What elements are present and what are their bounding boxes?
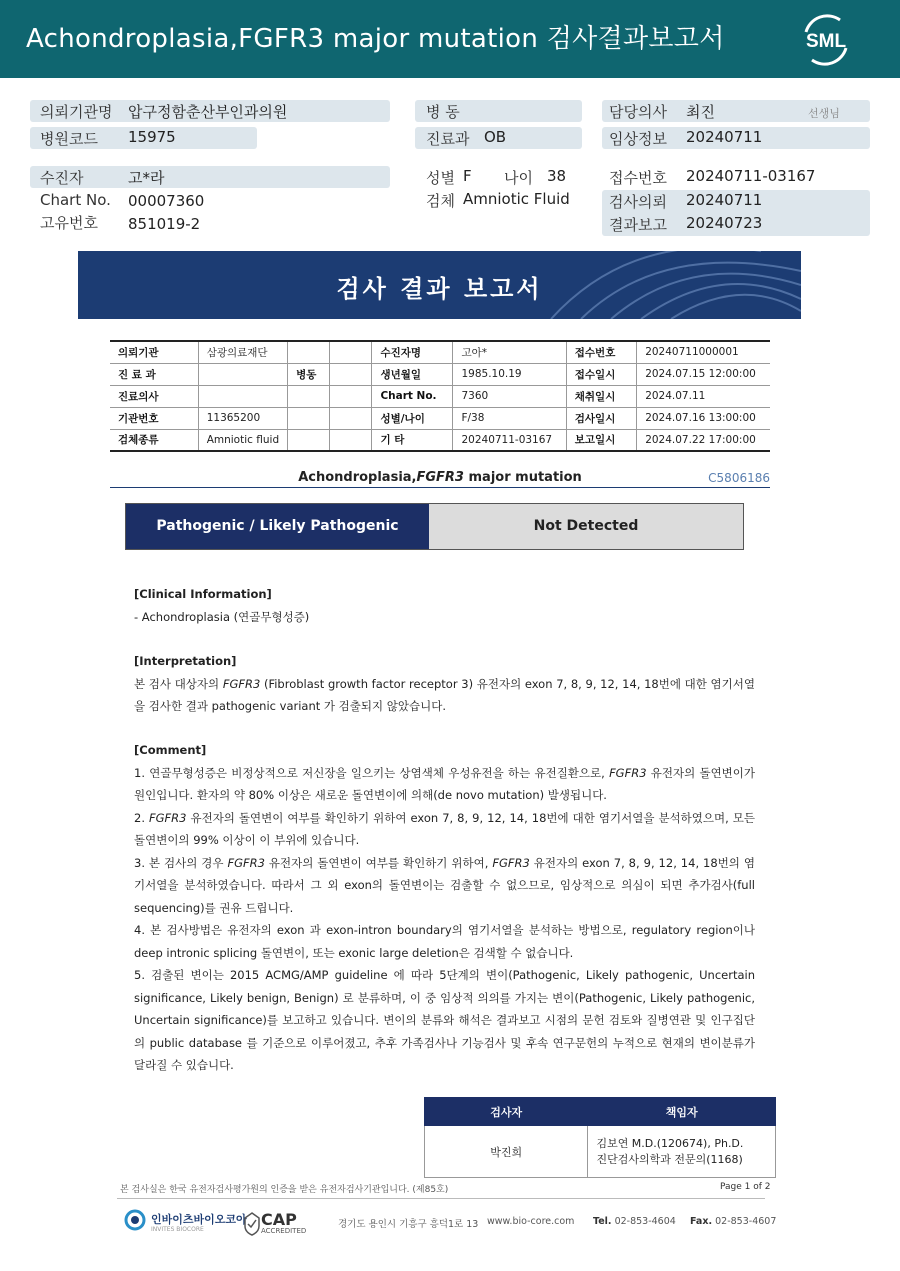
dept-value: OB: [484, 128, 507, 146]
age-value: 38: [547, 167, 567, 185]
cap-emblem-icon: [244, 1212, 260, 1236]
info-table-header-cell: [288, 407, 329, 429]
doctor-value: 최진: [686, 103, 715, 121]
info-table-row: [110, 385, 770, 407]
examiner-header: 검사자: [425, 1098, 588, 1126]
comment-4: 4. 본 검사방법은 유전자의 exon 과 exon-intron boundary의 염기서열을 분석하는 방법으로, regulatory region이나 deep intronic splicing 돌연변이, 또는 exonic large deletion은 검색할 수 없습니다.: [134, 923, 755, 960]
institution-value: 압구정함춘산부인과의원: [128, 103, 288, 121]
report-banner: [78, 251, 801, 319]
info-table-row: [110, 341, 770, 363]
request-info-table: [110, 340, 770, 452]
info-table-header-cell: 접수일시: [566, 363, 636, 385]
clinical-title: [Clinical Information]: [134, 587, 272, 601]
info-table-header-cell: [288, 385, 329, 407]
info-table-cell: [329, 341, 372, 363]
clinical-section: [134, 583, 755, 628]
info-table-header-cell: 의뢰기관: [110, 341, 198, 363]
info-table-header-cell: 진 료 과: [110, 363, 198, 385]
logo-text: SML: [805, 31, 847, 52]
info-table-cell: [198, 385, 287, 407]
company-name: 인바이츠바이오코아: [151, 1213, 247, 1226]
info-table-header-cell: 기관번호: [110, 407, 198, 429]
report-title: Achondroplasia,FGFR3 major mutation 검사결과보고서: [26, 24, 725, 54]
responsible-header: 책임자: [588, 1098, 776, 1126]
responsible-name: 김보연 M.D.(120674), Ph.D. 진단검사의학과 전문의(1168): [588, 1126, 776, 1178]
name-row-bg: [30, 166, 390, 188]
sex-label: 성별: [426, 169, 455, 187]
institution-label: 의뢰기관명: [40, 103, 113, 121]
info-table-cell: [329, 385, 372, 407]
test-name-row: [110, 470, 770, 488]
footer-divider: [117, 1198, 765, 1199]
info-table-header-cell: 수진자명: [372, 341, 453, 363]
info-table-header-cell: 병동: [288, 363, 329, 385]
dept-label: 진료과: [426, 130, 470, 148]
info-table-cell: 7360: [453, 385, 566, 407]
info-table-cell: 1985.10.19: [453, 363, 566, 385]
examiner-name: 박진희: [425, 1126, 588, 1178]
doctor-label: 담당의사: [609, 103, 667, 121]
result-value: Not Detected: [429, 504, 743, 549]
clinical-label: 임상정보: [609, 130, 667, 148]
company-sub: INVITES BIOCORE: [151, 1226, 204, 1233]
info-table-row: [110, 407, 770, 429]
info-table-cell: 2024.07.15 12:00:00: [637, 363, 770, 385]
info-table-header-cell: [288, 341, 329, 363]
info-table-cell: 고아*: [453, 341, 566, 363]
name-label: 수진자: [40, 169, 84, 187]
comment-2: 2. FGFR3 유전자의 돌연변이 여부를 확인하기 위하여 exon 7, 8, 9, 12, 14, 18번에 대한 염기서열을 분석하였으며, 모든 돌연변이의 99% 이상이 이 부위에 있습니다.: [134, 810, 755, 847]
info-table-header-cell: [288, 429, 329, 451]
unique-value: 851019-2: [128, 215, 201, 233]
info-table-cell: 2024.07.22 17:00:00: [637, 429, 770, 451]
chart-value: 00007360: [128, 192, 205, 210]
info-table-header-cell: 검사일시: [566, 407, 636, 429]
info-table-header-cell: 검체종류: [110, 429, 198, 451]
request-label: 검사의뢰: [609, 193, 667, 211]
receipt-value: 20240711-03167: [686, 167, 816, 185]
comment-3: 3. 본 검사의 경우 FGFR3 유전자의 돌연변이 여부를 확인하기 위하여, FGFR3 유전자의 exon 7, 8, 9, 12, 14, 18번의 염기서열을 분석하였습니다. 따라서 그 외 exon의 돌연변이는 검출할 수 없으므로, 임상적으로 의심이 되면 추가검사(full sequencing)를 권유 드립니다.: [134, 855, 755, 915]
info-table-cell: [329, 429, 372, 451]
unique-label: 고유번호: [40, 214, 98, 232]
signature-table: [424, 1097, 776, 1178]
hospital-code-value: 15975: [128, 128, 176, 146]
interpretation-title: [Interpretation]: [134, 654, 237, 668]
info-table-cell: Amniotic fluid: [198, 429, 287, 451]
result-label: Pathogenic / Likely Pathogenic variant: [126, 504, 429, 549]
biocore-logo-icon: [124, 1209, 146, 1231]
info-table-header-cell: 접수번호: [566, 341, 636, 363]
name-value: 고*라: [128, 169, 165, 187]
result-box: [125, 503, 744, 579]
report-label: 결과보고: [609, 216, 667, 234]
hospital-code-label: 병원코드: [40, 130, 98, 148]
banner-title: 검사 결과 보고서: [336, 275, 543, 303]
info-table-cell: 삼광의료재단: [198, 341, 287, 363]
info-table-header-cell: 성별/나이: [372, 407, 453, 429]
interpretation-section: [134, 650, 755, 718]
sml-logo-icon: [798, 12, 854, 68]
ward-label: 병 동: [426, 103, 460, 121]
info-table-cell: [329, 363, 372, 385]
interpretation-text: 본 검사 대상자의 FGFR3 (Fibroblast growth factor receptor 3) 유전자의 exon 7, 8, 9, 12, 14, 18번에 대한 염기서열을 검사한 결과 pathogenic variant 가 검출되지 않았습니다.: [134, 676, 755, 713]
comment-title: [Comment]: [134, 743, 207, 757]
footer-address: 경기도 용인시 기흥구 흥덕1로 13: [338, 1219, 479, 1230]
test-code: C5806186: [708, 471, 770, 485]
info-table-header-cell: 진료의사: [110, 385, 198, 407]
info-table-header-cell: 채취일시: [566, 385, 636, 407]
info-table-cell: [329, 407, 372, 429]
comment-1: 1. 연골무형성증은 비정상적으로 저신장을 일으키는 상염색체 우성유전을 하는 유전질환으로, FGFR3 유전자의 돌연변이가 원인입니다. 환자의 약 80% 이상은 새로운 돌연변이에 의해(de novo mutation) 발생됩니다.: [134, 765, 756, 802]
info-table-cell: [198, 363, 287, 385]
info-table-header-cell: Chart No.: [372, 385, 453, 407]
footer-note: 본 검사실은 한국 유전자검사평가원의 인증을 받은 유전자검사기관입니다. (제85호): [120, 1185, 449, 1195]
info-table-cell: 11365200: [198, 407, 287, 429]
chart-label: Chart No.: [40, 191, 111, 209]
info-table-cell: 2024.07.11: [637, 385, 770, 407]
comment-5: 5. 검출된 변이는 2015 ACMG/AMP guideline 에 따라 5단계의 변이(Pathogenic, Likely pathogenic, Uncertain significance, Likely benign, Benign) 로 분류하며, 이 중 임상적 의의를 가지는 변이(Pathogenic, Likely pathogenic, Uncertain significance)를 보고하고 있습니다. 변이의 분류와 해석은 결과보고 시점의 문헌 검토와 질병연관 및 인구집단의 public database 를 기준으로 이루어졌고, 추후 가족검사나 기능검사 및 후속 연구문헌의 누적으로 현재의 변이분류가 달라질 수 있습니다.: [134, 968, 755, 1072]
info-table-cell: 20240711000001: [637, 341, 770, 363]
report-value: 20240723: [686, 214, 763, 232]
clinical-value: 20240711: [686, 128, 763, 146]
cap-accredited-logo: CAP ACCREDITED: [244, 1208, 330, 1238]
info-table-cell: 20240711-03167: [453, 429, 566, 451]
doctor-suffix: 선생님: [808, 107, 840, 120]
info-table-cell: F/38: [453, 407, 566, 429]
specimen-label: 검체: [426, 192, 455, 210]
info-table-header-cell: 생년월일: [372, 363, 453, 385]
info-table-header-cell: 기 타: [372, 429, 453, 451]
info-table-cell: 2024.07.16 13:00:00: [637, 407, 770, 429]
sex-value: F: [463, 167, 472, 185]
info-table-row: [110, 363, 770, 385]
specimen-value: Amniotic Fluid: [463, 190, 570, 208]
receipt-label: 접수번호: [609, 169, 667, 187]
page-number: Page 1 of 2: [720, 1182, 771, 1192]
age-label: 나이: [504, 169, 533, 187]
footer-tel: Tel. 02-853-4604: [593, 1216, 676, 1227]
test-name: Achondroplasia,FGFR3 major mutation: [298, 470, 582, 485]
comment-section: [134, 739, 755, 1077]
request-value: 20240711: [686, 191, 763, 209]
info-table-header-cell: 보고일시: [566, 429, 636, 451]
clinical-text: - Achondroplasia (연골무형성증): [134, 609, 310, 624]
footer-website[interactable]: www.bio-core.com: [487, 1216, 575, 1227]
footer-fax: Fax. 02-853-4607: [690, 1216, 777, 1227]
info-table-row: [110, 429, 770, 451]
report-header: [0, 0, 900, 78]
test-gene: FGFR3: [416, 470, 464, 485]
